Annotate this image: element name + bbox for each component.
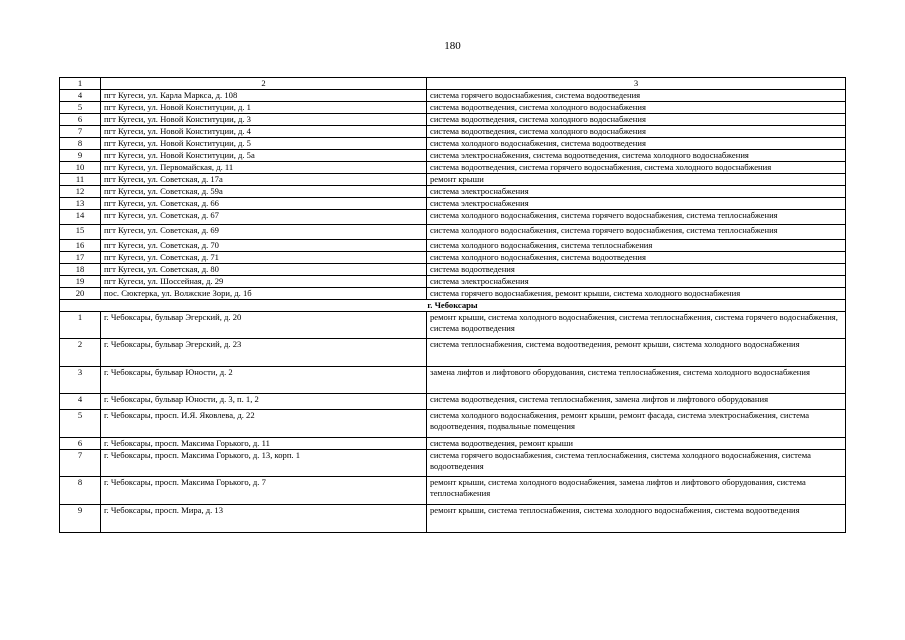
table-row — [60, 410, 846, 438]
header-col-2: 2 — [101, 78, 427, 90]
page-number: 180 — [444, 40, 461, 52]
table-row — [60, 102, 846, 114]
header-col-1: 1 — [60, 78, 101, 90]
table-row — [60, 186, 846, 198]
row-address: г. Чебоксары, бульвар Юности, д. 2 — [101, 367, 427, 394]
row-number: 1 — [60, 312, 101, 339]
table-row — [60, 90, 846, 102]
row-address: пгт Кугеси, ул. Карла Маркса, д. 108 — [101, 90, 427, 102]
row-works: система водоотведения, система холодного водоснабжения — [427, 114, 846, 126]
table-row — [60, 312, 846, 339]
row-number: 15 — [60, 225, 101, 240]
row-number: 10 — [60, 162, 101, 174]
table-row — [60, 114, 846, 126]
row-number: 7 — [60, 126, 101, 138]
row-works: система водоотведения, система горячего водоснабжения, система холодного водоснабжения — [427, 162, 846, 174]
row-address: пос. Сюктерка, ул. Волжские Зори, д. 1б — [101, 288, 427, 300]
table-header-row — [60, 78, 846, 90]
section-row — [60, 300, 846, 312]
table-row — [60, 450, 846, 477]
row-works: система водоотведения — [427, 264, 846, 276]
row-address: г. Чебоксары, просп. Мира, д. 13 — [101, 505, 427, 533]
row-works: система холодного водоснабжения, система водоотведения — [427, 252, 846, 264]
row-address: пгт Кугеси, ул. Советская, д. 67 — [101, 210, 427, 225]
header-col-3: 3 — [427, 78, 846, 90]
row-number: 3 — [60, 367, 101, 394]
table-row — [60, 505, 846, 533]
row-number: 4 — [60, 90, 101, 102]
row-works: система холодного водоснабжения, система горячего водоснабжения, система теплоснабжения — [427, 210, 846, 225]
table-row — [60, 288, 846, 300]
row-works: система холодного водоснабжения, ремонт крыши, ремонт фасада, система электроснабжения, система водоотведения, подвальные помещения — [427, 410, 846, 438]
row-address: пгт Кугеси, ул. Советская, д. 70 — [101, 240, 427, 252]
row-number: 7 — [60, 450, 101, 477]
row-address: пгт Кугеси, ул. Советская, д. 69 — [101, 225, 427, 240]
row-address: г. Чебоксары, просп. Максима Горького, д. 13, корп. 1 — [101, 450, 427, 477]
row-works: система водоотведения, ремонт крыши — [427, 438, 846, 450]
row-works: ремонт крыши, система холодного водоснабжения, система теплоснабжения, система горячего водоснабжения, система водоотведения — [427, 312, 846, 339]
row-address: пгт Кугеси, ул. Советская, д. 17а — [101, 174, 427, 186]
table-row — [60, 264, 846, 276]
row-works: система холодного водоснабжения, система теплоснабжения — [427, 240, 846, 252]
row-number: 9 — [60, 505, 101, 533]
row-number: 14 — [60, 210, 101, 225]
works-table — [59, 77, 846, 533]
row-address: пгт Кугеси, ул. Новой Конституции, д. 3 — [101, 114, 427, 126]
row-works: система водоотведения, система теплоснабжения, замена лифтов и лифтового оборудования — [427, 394, 846, 410]
table-row — [60, 150, 846, 162]
row-address: г. Чебоксары, бульвар Эгерский, д. 20 — [101, 312, 427, 339]
row-works: система горячего водоснабжения, система водоотведения — [427, 90, 846, 102]
section-title: г. Чебоксары — [60, 300, 846, 312]
row-number: 2 — [60, 339, 101, 367]
row-number: 20 — [60, 288, 101, 300]
row-works: система холодного водоснабжения, система водоотведения — [427, 138, 846, 150]
table-row — [60, 367, 846, 394]
row-address: пгт Кугеси, ул. Шоссейная, д. 29 — [101, 276, 427, 288]
row-works: система водоотведения, система холодного водоснабжения — [427, 102, 846, 114]
row-works: замена лифтов и лифтового оборудования, система теплоснабжения, система холодного водоснабжения — [427, 367, 846, 394]
row-number: 8 — [60, 477, 101, 505]
row-number: 11 — [60, 174, 101, 186]
row-number: 17 — [60, 252, 101, 264]
row-address: пгт Кугеси, ул. Советская, д. 80 — [101, 264, 427, 276]
row-address: пгт Кугеси, ул. Первомайская, д. 11 — [101, 162, 427, 174]
row-works: система горячего водоснабжения, система теплоснабжения, система холодного водоснабжения, система водоотведения — [427, 450, 846, 477]
table-row — [60, 174, 846, 186]
row-works: ремонт крыши — [427, 174, 846, 186]
row-number: 5 — [60, 410, 101, 438]
table-body — [60, 78, 846, 533]
row-address: г. Чебоксары, просп. Максима Горького, д. 7 — [101, 477, 427, 505]
row-number: 6 — [60, 114, 101, 126]
row-address: пгт Кугеси, ул. Советская, д. 59а — [101, 186, 427, 198]
row-number: 16 — [60, 240, 101, 252]
table-row — [60, 138, 846, 150]
row-address: г. Чебоксары, бульвар Юности, д. 3, п. 1, 2 — [101, 394, 427, 410]
table-row — [60, 252, 846, 264]
row-works: система электроснабжения — [427, 276, 846, 288]
row-number: 18 — [60, 264, 101, 276]
row-works: система водоотведения, система холодного водоснабжения — [427, 126, 846, 138]
row-works: система холодного водоснабжения, система горячего водоснабжения, система теплоснабжения — [427, 225, 846, 240]
table-row — [60, 339, 846, 367]
row-number: 8 — [60, 138, 101, 150]
row-number: 6 — [60, 438, 101, 450]
row-address: пгт Кугеси, ул. Новой Конституции, д. 5а — [101, 150, 427, 162]
row-number: 13 — [60, 198, 101, 210]
row-address: г. Чебоксары, просп. И.Я. Яковлева, д. 22 — [101, 410, 427, 438]
row-works: ремонт крыши, система холодного водоснабжения, замена лифтов и лифтового оборудования, система теплоснабжения — [427, 477, 846, 505]
row-address: г. Чебоксары, просп. Максима Горького, д. 11 — [101, 438, 427, 450]
row-number: 5 — [60, 102, 101, 114]
table-row — [60, 438, 846, 450]
table-row — [60, 198, 846, 210]
row-number: 19 — [60, 276, 101, 288]
row-works: система электроснабжения — [427, 186, 846, 198]
row-works: ремонт крыши, система теплоснабжения, система холодного водоснабжения, система водоотведения — [427, 505, 846, 533]
table-row — [60, 394, 846, 410]
table-row — [60, 162, 846, 174]
table-row — [60, 477, 846, 505]
table-row — [60, 225, 846, 240]
table-row — [60, 276, 846, 288]
row-number: 9 — [60, 150, 101, 162]
table-row — [60, 126, 846, 138]
row-address: пгт Кугеси, ул. Новой Конституции, д. 1 — [101, 102, 427, 114]
table-row — [60, 210, 846, 225]
row-works: система теплоснабжения, система водоотведения, ремонт крыши, система холодного водоснабжения — [427, 339, 846, 367]
row-number: 12 — [60, 186, 101, 198]
row-address: пгт Кугеси, ул. Новой Конституции, д. 4 — [101, 126, 427, 138]
row-address: пгт Кугеси, ул. Новой Конституции, д. 5 — [101, 138, 427, 150]
table-row — [60, 240, 846, 252]
row-address: г. Чебоксары, бульвар Эгерский, д. 23 — [101, 339, 427, 367]
row-works: система электроснабжения, система водоотведения, система холодного водоснабжения — [427, 150, 846, 162]
row-address: пгт Кугеси, ул. Советская, д. 71 — [101, 252, 427, 264]
row-works: система электроснабжения — [427, 198, 846, 210]
row-works: система горячего водоснабжения, ремонт крыши, система холодного водоснабжения — [427, 288, 846, 300]
row-address: пгт Кугеси, ул. Советская, д. 66 — [101, 198, 427, 210]
row-number: 4 — [60, 394, 101, 410]
